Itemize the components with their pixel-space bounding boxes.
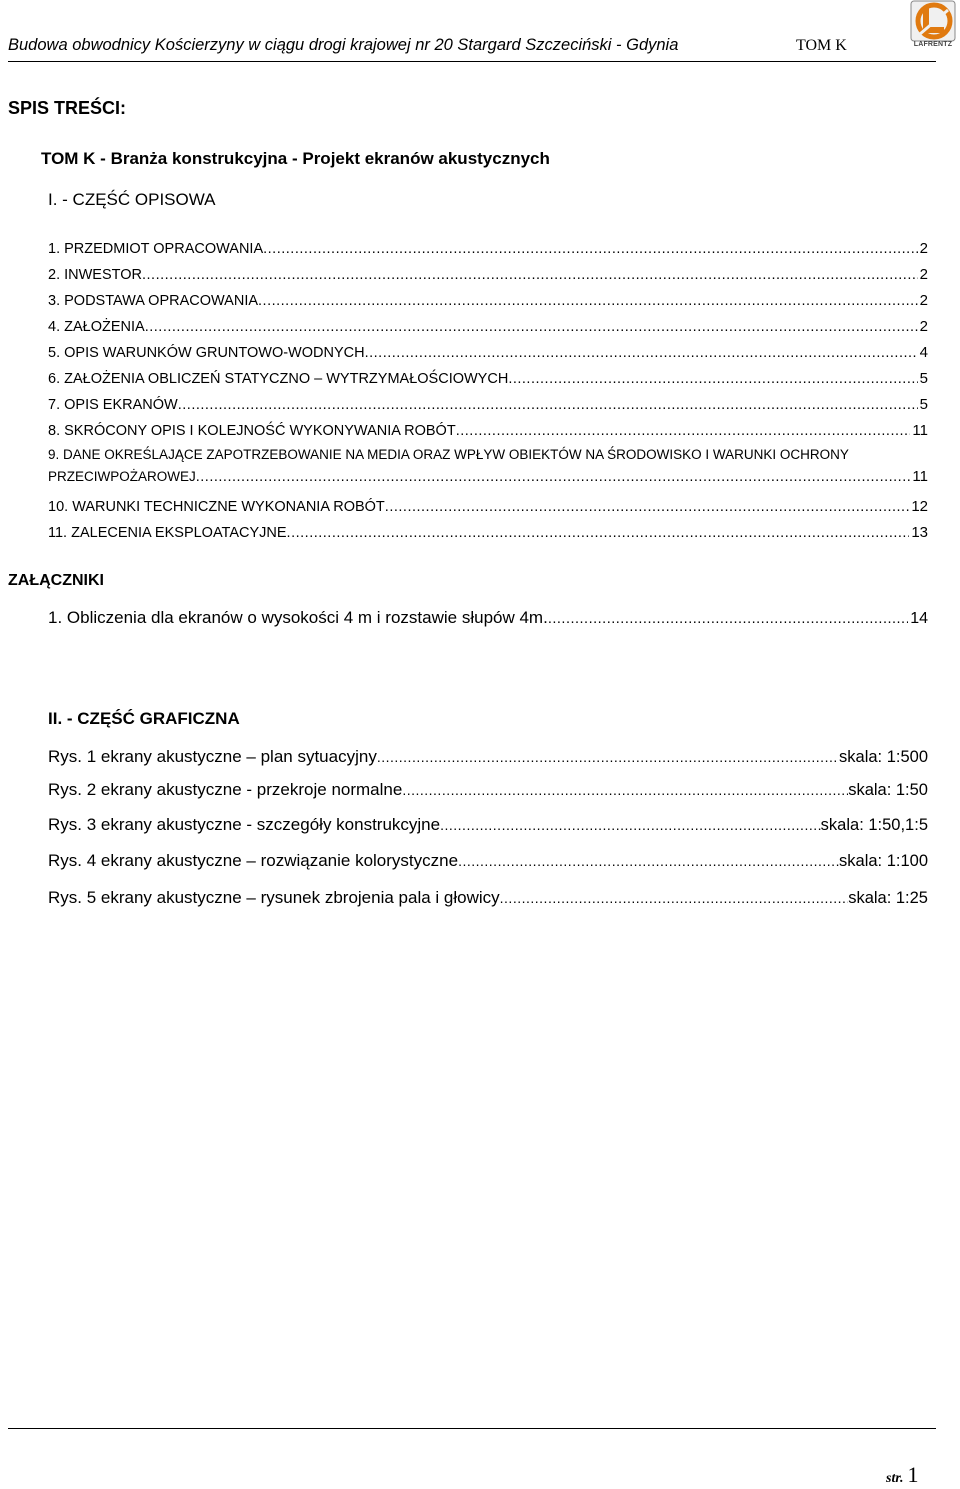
dot-leader — [377, 749, 839, 765]
part1-title: I. - CZĘŚĆ OPISOWA — [48, 190, 216, 209]
logo-text: LAFRENTZ — [913, 41, 953, 48]
toc-entry-page: 13 — [911, 524, 928, 541]
attachment-label: 1. Obliczenia dla ekranów o wysokości 4 m i rozstawie słupów 4m. — [48, 608, 548, 627]
toc-entry-label: ZAŁOŻENIA OBLICZEŃ STATYCZNO – WYTRZYMAŁOŚCIOWYCH — [64, 371, 509, 387]
toc-entry-number: 3. — [48, 293, 61, 309]
dot-leader — [142, 267, 918, 283]
toc-entry-label: WARUNKI TECHNICZNE WYKONANIA ROBÓT — [72, 499, 385, 515]
toc-title: SPIS TREŚCI: — [8, 98, 127, 118]
toc-entry-label: PODSTAWA OPRACOWANIA — [64, 293, 259, 309]
toc-entry-number: 2. — [48, 267, 61, 283]
toc-entry[interactable] — [48, 396, 928, 418]
toc-entry[interactable] — [48, 370, 928, 392]
toc-entry-label: OPIS EKRANÓW — [64, 397, 178, 413]
drawing-entry[interactable] — [48, 780, 928, 800]
dot-leader — [385, 499, 910, 515]
toc-entry[interactable] — [48, 447, 928, 485]
toc-entry-page: 11 — [912, 468, 928, 485]
toc-entry-number: 10. — [48, 499, 69, 515]
drawing-scale: skala: 1:50,1:5 — [820, 816, 928, 834]
toc-entry-page: 2 — [919, 266, 928, 283]
toc-entry-page: 11 — [912, 422, 928, 439]
toc-entry[interactable] — [48, 422, 928, 444]
page-number-value: 1 — [907, 1462, 919, 1487]
dot-leader — [365, 345, 918, 361]
page-number — [886, 1462, 919, 1488]
volume-title: TOM K - Branża konstrukcyjna - Projekt ekranów akustycznych — [41, 149, 550, 168]
page-number-label: str. — [886, 1471, 904, 1486]
toc-entry-number: 6. — [48, 371, 61, 387]
drawing-label: Rys. 5 ekrany akustyczne – rysunek zbrojenia pala i głowicy — [48, 888, 500, 907]
toc-entry-label: SKRÓCONY OPIS I KOLEJNOŚĆ WYKONYWANIA ROBÓT — [64, 423, 456, 439]
footer-divider — [8, 1428, 936, 1429]
toc-entry-page: 4 — [919, 344, 928, 361]
toc-entry-number: 9. — [48, 447, 60, 462]
attachment-entry[interactable] — [48, 608, 928, 628]
toc-entry[interactable] — [48, 498, 928, 520]
drawing-entry[interactable] — [48, 815, 928, 835]
page-header — [8, 0, 936, 62]
toc-entry-page: 5 — [919, 396, 928, 413]
drawing-entry[interactable] — [48, 851, 928, 871]
drawing-scale: skala: 1:50 — [848, 781, 928, 799]
drawing-label: Rys. 3 ekrany akustyczne - szczegóły konstrukcyjne — [48, 815, 441, 834]
toc-entry-number: 5. — [48, 345, 61, 361]
volume-label: TOM K — [796, 37, 847, 54]
drawing-label: Rys. 1 ekrany akustyczne – plan sytuacyjny — [48, 747, 377, 766]
drawing-label: Rys. 2 ekrany akustyczne - przekroje normalne — [48, 780, 403, 799]
header-divider — [8, 61, 936, 62]
toc-entry-label: ZAŁOŻENIA — [64, 319, 145, 335]
dot-leader — [287, 525, 910, 541]
toc-entry-number: 7. — [48, 397, 61, 413]
toc-entry[interactable] — [48, 318, 928, 340]
toc-entry-label: INWESTOR — [64, 267, 142, 283]
toc-entry-page: 12 — [911, 498, 928, 515]
dot-leader — [548, 611, 908, 627]
drawing-scale: skala: 1:25 — [848, 889, 928, 907]
logo-mark-icon — [910, 0, 956, 44]
toc-entry-number: 1. — [48, 241, 61, 257]
dot-leader — [508, 371, 917, 387]
toc-entry-label: OPIS WARUNKÓW GRUNTOWO-WODNYCH — [64, 345, 365, 361]
dot-leader — [196, 469, 911, 485]
attachment-page: 14 — [910, 610, 928, 627]
part2-title: II. - CZĘŚĆ GRAFICZNA — [48, 709, 240, 728]
drawing-entry[interactable] — [48, 888, 928, 908]
dot-leader — [263, 241, 918, 257]
toc-entry[interactable] — [48, 266, 928, 288]
drawing-label: Rys. 4 ekrany akustyczne – rozwiązanie kolorystyczne — [48, 851, 459, 870]
company-logo — [910, 0, 956, 52]
drawing-entry[interactable] — [48, 747, 928, 767]
dot-leader — [456, 423, 911, 439]
toc-entry-number: 8. — [48, 423, 61, 439]
toc-entry[interactable] — [48, 344, 928, 366]
toc-entry-page: 2 — [919, 240, 928, 257]
toc-entry-number: 4. — [48, 319, 61, 335]
toc-entry-page: 5 — [919, 370, 928, 387]
toc-entry-label: ZALECENIA EKSPLOATACYJNE — [71, 525, 287, 541]
attachments-title: ZAŁĄCZNIKI — [8, 572, 104, 589]
dot-leader — [458, 853, 839, 869]
toc-entry[interactable] — [48, 240, 928, 262]
dot-leader — [145, 319, 918, 335]
drawing-scale: skala: 1:500 — [839, 748, 928, 766]
toc-entry-number: 11. — [48, 525, 68, 541]
dot-leader — [402, 782, 848, 798]
dot-leader — [258, 293, 918, 309]
toc-entry-page: 2 — [919, 292, 928, 309]
toc-entry-page: 2 — [919, 318, 928, 335]
toc-entry[interactable] — [48, 292, 928, 314]
dot-leader — [178, 397, 918, 413]
toc-entry[interactable] — [48, 524, 928, 546]
toc-entry-label: DANE OKREŚLAJĄCE ZAPOTRZEBOWANIE NA MEDIA ORAZ WPŁYW OBIEKTÓW NA ŚRODOWISKO I WARUNKI OCHRONY — [63, 447, 849, 462]
toc-entry-label-continued: PRZECIWPOŻAROWEJ — [48, 469, 196, 484]
dot-leader — [500, 890, 849, 906]
dot-leader — [440, 817, 821, 833]
project-title: Budowa obwodnicy Kościerzyny w ciągu drogi krajowej nr 20 Stargard Szczeciński - Gdynia — [8, 36, 679, 54]
drawing-scale: skala: 1:100 — [839, 852, 928, 870]
toc-entry-label: PRZEDMIOT OPRACOWANIA — [64, 241, 264, 257]
